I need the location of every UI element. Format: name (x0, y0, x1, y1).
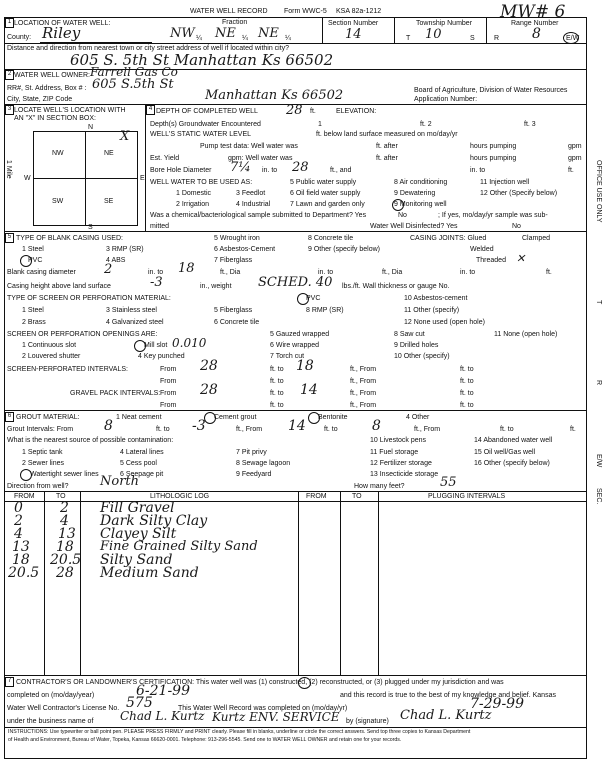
section-6-number: 6 (5, 412, 14, 422)
depth-ft: ft. (310, 108, 316, 115)
joints-clamped: Clamped (522, 235, 551, 242)
casing-height-label: Casing height above land surface (7, 283, 111, 290)
open-other: 10 Other (specify) (394, 353, 450, 360)
log-desc: Silty Sand (100, 552, 173, 568)
side-ew: E/W (595, 454, 602, 468)
est-yield: Est. Yield (150, 155, 180, 162)
township-t: T (406, 35, 411, 42)
use-dewatering: 9 Dewatering (394, 190, 436, 197)
disinfected-no: No (512, 223, 521, 230)
use-industrial: 4 Industrial (236, 201, 271, 208)
casing-steel: 1 Steel (22, 246, 44, 253)
form-number: Form WWC-5 (284, 8, 327, 15)
gi2-from: 14 (288, 418, 306, 434)
log-from: 13 (12, 539, 30, 555)
completed-rest: and this record is true to the best of my knowledge and belief. Kansas (340, 692, 556, 699)
grout-other: 4 Other (406, 414, 430, 421)
use-oilfield: 6 Oil field water supply (290, 190, 361, 197)
plug-to-header: TO (352, 493, 362, 500)
compass-w: W (24, 175, 31, 182)
log-to: 13 (58, 526, 76, 542)
screen-galvanized: 4 Galvanized steel (106, 319, 164, 326)
signature: Chad L. Kurtz (400, 708, 492, 723)
gi1-to: -3 (192, 418, 206, 434)
contam-lagoon: 8 Sewage lagoon (236, 460, 291, 467)
casing-fiberglass: 7 Fiberglass (214, 257, 253, 264)
blank-to: 18 (178, 261, 195, 276)
sp-to-value: 18 (296, 358, 314, 374)
grid-sw: SW (52, 198, 64, 205)
sp-from4: ft., From (350, 378, 377, 385)
screen-pvc: PVC (306, 295, 321, 302)
disinfected: Water Well Disinfected? Yes (370, 223, 458, 230)
ksa-ref: KSA 82a-1212 (336, 8, 382, 15)
bore-in-to: in. to (470, 167, 486, 174)
section-7-number: 7 (5, 677, 14, 687)
log-to: 2 (60, 500, 69, 516)
range-value: 8 (532, 26, 541, 42)
plug-from-header: FROM (306, 493, 327, 500)
side-sec: SEC. (595, 488, 602, 505)
grout-bentonite: Bentonite (318, 414, 348, 421)
range-ew: E/W (566, 35, 580, 42)
casing-asbestos: 6 Asbestos-Cement (214, 246, 276, 253)
lithologic-header: LITHOLOGIC LOG (150, 493, 210, 500)
owner-label: WATER WELL OWNER: (14, 72, 90, 79)
pump-hours: hours pumping (470, 143, 517, 150)
screen-stainless: 3 Stainless steel (106, 307, 157, 314)
screen-rmp: 8 RMP (SR) (306, 307, 344, 314)
weight-rest: lbs./ft. Wall thickness or gauge No. (342, 283, 450, 290)
gp-to: ft. to (270, 390, 284, 397)
screen-steel: 1 Steel (22, 307, 44, 314)
contam-cesspool: 5 Cess pool (120, 460, 157, 467)
distance-label: Distance and direction from nearest town or city street address of well if located within city? (7, 45, 290, 52)
section-1-number: 1 (5, 18, 14, 28)
casing-pvc: PVC (28, 257, 43, 264)
contam-lateral: 4 Lateral lines (120, 449, 164, 456)
static-level-rest: ft. below land surface measured on mo/day/yr (316, 131, 458, 138)
business-signature: Chad L. Kurtz (120, 709, 205, 723)
depth-label: DEPTH OF COMPLETED WELL (156, 108, 258, 115)
screen-asbestos: 10 Asbestos-cement (404, 295, 468, 302)
blank-diameter-label: Blank casing diameter (7, 269, 76, 276)
log-desc: Dark Silty Clay (100, 513, 208, 529)
direction-value: North (100, 474, 140, 489)
gravel-label: GRAVEL PACK INTERVALS: (70, 390, 161, 397)
open-torch: 7 Torch cut (270, 353, 305, 360)
sp-to4: ft. to (460, 378, 474, 385)
open-wire: 6 Wire wrapped (270, 342, 320, 349)
board-label: Board of Agriculture, Division of Water Resources (414, 87, 568, 94)
contam-fuel: 11 Fuel storage (370, 449, 419, 456)
record-label: This Water Well Record was completed on (mo/day/yr) (178, 705, 348, 712)
sp-from2: ft., From (350, 366, 377, 373)
log-from: 20.5 (8, 565, 40, 581)
open-drilled: 9 Drilled holes (394, 342, 439, 349)
section-5-number: 5 (5, 233, 14, 243)
casing-label: TYPE OF BLANK CASING USED: (16, 235, 123, 242)
locate-title-2: AN "X" IN SECTION BOX: (14, 115, 96, 122)
use-other: 12 Other (Specify below) (480, 190, 558, 197)
open-keypunched: 4 Key punched (138, 353, 185, 360)
use-monitoring: 9 Monitoring well (394, 201, 447, 208)
open-gauzed: 5 Gauzed wrapped (270, 331, 330, 338)
compass-s: S (88, 224, 93, 231)
completed-date: 6-21-99 (136, 683, 190, 699)
screen-label: TYPE OF SCREEN OR PERFORATION MATERIAL: (7, 295, 171, 302)
direction-label: Direction from well? (7, 483, 69, 490)
gi1-from: 8 (104, 418, 113, 434)
casing-weight: SCHED. 40 (258, 275, 333, 290)
sp-from-value: 28 (200, 358, 218, 374)
chem-mitted: mitted (150, 223, 170, 230)
casing-wrought: 5 Wrought iron (214, 235, 260, 242)
casing-concrete: 8 Concrete tile (308, 235, 354, 242)
city-label: City, State, ZIP Code (7, 96, 73, 103)
yield-after: ft. after (376, 155, 398, 162)
gw-1: 1 (318, 121, 322, 128)
gp-from3: From (160, 402, 177, 409)
contam-septic: 1 Septic tank (22, 449, 63, 456)
section-3-number: 3 (5, 105, 14, 115)
county-label: County: (7, 34, 32, 41)
pump-test: Pump test data: Well water was (200, 143, 298, 150)
yield-gpm: gpm (568, 155, 582, 162)
log-from: 18 (12, 552, 30, 568)
contam-oilgas: 15 Oil well/Gas well (474, 449, 536, 456)
sp-to2: ft. to (460, 366, 474, 373)
quarter-unit: ¼ (285, 35, 291, 42)
contam-other: 16 Other (specify below) (474, 460, 550, 467)
log-desc: Fine Grained Silty Sand (100, 539, 258, 554)
gp-to2: ft. to (460, 390, 474, 397)
range-r: R (494, 35, 500, 42)
gi2-to: 8 (372, 418, 381, 434)
bore-and: ft., and (330, 167, 352, 174)
blank-diameter: 2 (104, 262, 113, 277)
log-to: 20.5 (50, 552, 82, 568)
mile-label: 1 Mile (5, 160, 12, 179)
log-from: 0 (14, 500, 23, 516)
township-value: 10 (425, 27, 442, 42)
gp-to-value: 14 (300, 382, 318, 398)
depth-value: 28 (286, 103, 303, 118)
record-date: 7-29-99 (470, 696, 524, 712)
fraction-label: Fraction (222, 19, 248, 26)
contam-feedyard: 9 Feedyard (236, 471, 272, 478)
instructions-1: INSTRUCTIONS: Use typewriter or ball point pen. PLEASE PRESS FIRMLY and PRINT clearly. Please fill in blanks, underline or circle the correct answers. Send top three copies to Kansas Department (8, 729, 471, 735)
office-use-label: OFFICE USE ONLY (595, 160, 602, 223)
casing-joints: CASING JOINTS: Glued (410, 235, 487, 242)
sp-to3: ft. to (270, 378, 284, 385)
log-from-header: FROM (14, 493, 35, 500)
section-4-number: 4 (146, 105, 155, 115)
use-irrigation: 2 Irrigation (176, 201, 210, 208)
contam-watertight: Watertight sewer lines (30, 471, 99, 478)
contam-insecticide: 13 Insecticide storage (370, 471, 439, 478)
bore-in: in. to (262, 167, 278, 174)
grid-nw: NW (52, 150, 64, 157)
grout-neat: 1 Neat cement (116, 414, 162, 421)
gp-from4: ft., From (350, 402, 377, 409)
static-level-label: WELL'S STATIC WATER LEVEL (150, 131, 252, 138)
quarter-unit: ¼ (196, 35, 202, 42)
quarter-1: NW (170, 26, 195, 41)
casing-height: -3 (150, 275, 163, 290)
completed-label: completed on (mo/day/year) (7, 692, 95, 699)
quarter-unit: ¼ (242, 35, 248, 42)
open-louvered: 2 Louvered shutter (22, 353, 81, 360)
range-label: Range Number (511, 20, 559, 27)
gp-from-value: 28 (200, 382, 218, 398)
use-public: 5 Public water supply (290, 179, 357, 186)
bore-ft: ft. (568, 167, 574, 174)
gw-2: ft. 2 (420, 121, 432, 128)
slot-size: 0.010 (172, 336, 207, 350)
sp-to: ft. to (270, 366, 284, 373)
contam-livestock: 10 Livestock pens (370, 437, 427, 444)
screen-other: 11 Other (specify) (404, 307, 460, 314)
open-none: 11 None (open hole) (494, 331, 558, 338)
groundwater-label: Depth(s) Groundwater Encountered (150, 121, 261, 128)
business-name: Kurtz ENV. SERVICE (212, 710, 340, 724)
screen-fiberglass: 5 Fiberglass (214, 307, 253, 314)
contam-privy: 7 Pit privy (236, 449, 267, 456)
license-label: Water Well Contractor's License No. (7, 705, 120, 712)
sp-from: From (160, 366, 177, 373)
gp-from: From (160, 390, 177, 397)
well-id: MW# 6 (500, 2, 566, 22)
use-lawn: 7 Lawn and garden only (290, 201, 365, 208)
log-from: 4 (14, 526, 23, 542)
use-injection: 11 Injection well (480, 179, 530, 186)
use-domestic: 1 Domestic (176, 190, 212, 197)
distance-value: 605 S. 5th St Manhattan Ks 66502 (70, 51, 334, 69)
feet-value: 55 (440, 475, 457, 490)
log-to: 4 (60, 513, 69, 529)
use-label: WELL WATER TO BE USED AS: (150, 179, 253, 186)
township-label: Township Number (416, 20, 473, 27)
gw-3: ft. 3 (524, 121, 536, 128)
gp-from2: ft., From (350, 390, 377, 397)
plugging-header: PLUGGING INTERVALS (428, 493, 506, 500)
screen-intervals-label: SCREEN-PERFORATED INTERVALS: (7, 366, 128, 373)
city-value: Manhattan Ks 66502 (205, 88, 344, 103)
gp-to3: ft. to (270, 402, 284, 409)
side-t: T (595, 300, 602, 305)
compass-e: E (140, 175, 145, 182)
est-yield-rest: gpm: Well water was (228, 155, 293, 162)
open-sawcut: 8 Saw cut (394, 331, 425, 338)
contam-abandoned: 14 Abandoned water well (474, 437, 553, 444)
log-from: 2 (14, 513, 23, 529)
section-2-number: 2 (5, 70, 14, 80)
sp-from3: From (160, 378, 177, 385)
chem-sample: Was a chemical/bacteriological sample submitted to Department? Yes (150, 212, 367, 219)
application-number: Application Number: (414, 96, 478, 103)
joints-welded: Welded (470, 246, 494, 253)
well-location-mark: X (120, 129, 130, 144)
section-number-value: 14 (345, 27, 362, 42)
county-value: Riley (42, 24, 81, 42)
gp-to4: ft. to (460, 402, 474, 409)
log-desc: Medium Sand (100, 565, 199, 581)
screen-concrete: 6 Concrete tile (214, 319, 260, 326)
bore-label: Bore Hole Diameter (150, 167, 212, 174)
millslot-circle (134, 340, 146, 352)
log-to: 28 (56, 565, 74, 581)
joints-threaded: Threaded (476, 257, 506, 264)
casing-other: 9 Other (specify below) (308, 246, 380, 253)
form-title: WATER WELL RECORD (190, 8, 268, 15)
township-s: S (470, 35, 475, 42)
section-number-label: Section Number (328, 20, 379, 27)
contam-sewer: 2 Sewer lines (22, 460, 65, 467)
contam-fertilizer: 12 Fertilizer storage (370, 460, 432, 467)
screen-brass: 2 Brass (22, 319, 46, 326)
elevation-label: ELEVATION: (336, 108, 377, 115)
chem-rest: ; If yes, mo/day/yr sample was sub- (438, 212, 548, 219)
use-feedlot: 3 Feedlot (236, 190, 266, 197)
compass-n: N (88, 124, 94, 131)
constructed-circle (298, 677, 311, 689)
log-to-header: TO (56, 493, 66, 500)
open-millslot: Mill slot (144, 342, 168, 349)
feet-label: How many feet? (354, 483, 405, 490)
log-to: 18 (56, 539, 74, 555)
screen-none: 12 None used (open hole) (404, 319, 485, 326)
locate-title-1: LOCATE WELL'S LOCATION WITH (14, 107, 126, 114)
business-label: under the business name of (7, 718, 94, 725)
grid-ne: NE (104, 150, 114, 157)
certification-text: CONTRACTOR'S OR LANDOWNER'S CERTIFICATION: This water well was (1) constructed, (2) reconstructed, or (3) plugged under my jurisdiction and was (16, 679, 504, 686)
openings-label: SCREEN OR PERFORATION OPENINGS ARE: (7, 331, 158, 338)
location-label: LOCATION OF WATER WELL: (14, 20, 111, 27)
pump-after: ft. after (376, 143, 398, 150)
weight-label: in., weight (200, 283, 232, 290)
blank-dia: ft., Dia (220, 269, 241, 276)
log-desc: Fill Gravel (100, 500, 175, 516)
pump-gpm: gpm (568, 143, 582, 150)
bore-diameter: 7¼ (230, 160, 251, 175)
casing-rmp: 3 RMP (SR) (106, 246, 144, 253)
grout-bentonite-circle (308, 412, 320, 424)
instructions-2: of Health and Environment, Bureau of Water, Topeka, Kansas 66620-0001. Telephone: 913-296-5545. Send one to WATER WELL OWNER and retain one for your records. (8, 737, 402, 743)
yield-hours: hours pumping (470, 155, 517, 162)
contamination-label: What is the nearest source of possible contamination: (7, 437, 174, 444)
monitoring-circle (392, 199, 404, 211)
casing-abs: 4 ABS (106, 257, 126, 264)
screen-pvc-circle (297, 293, 309, 305)
quarter-2: NE (215, 26, 236, 41)
address-value: 605 S.5th St (92, 77, 174, 92)
quarter-3: NE (258, 26, 279, 41)
grout-label: GROUT MATERIAL: (16, 414, 80, 421)
grout-cement: Cement grout (214, 414, 257, 421)
log-desc: Clayey Silt (100, 526, 177, 542)
side-r: R (595, 380, 602, 386)
address-label: RR#, St. Address, Box # : (7, 85, 87, 92)
bore-depth: 28 (292, 160, 309, 175)
grout-intervals-label: Grout Intervals: From (7, 426, 74, 433)
owner-value: Farrell Gas Co (90, 65, 178, 79)
pvc-circle (20, 255, 32, 267)
contam-seepage: 6 Seepage pit (120, 471, 164, 478)
watertight-circle (20, 469, 32, 481)
signature-label: by (signature) (346, 718, 389, 725)
open-continuous: 1 Continuous slot (22, 342, 77, 349)
license-value: 575 (126, 695, 153, 711)
chem-no: No (398, 212, 407, 219)
use-air: 8 Air conditioning (394, 179, 448, 186)
grid-se: SE (104, 198, 114, 205)
